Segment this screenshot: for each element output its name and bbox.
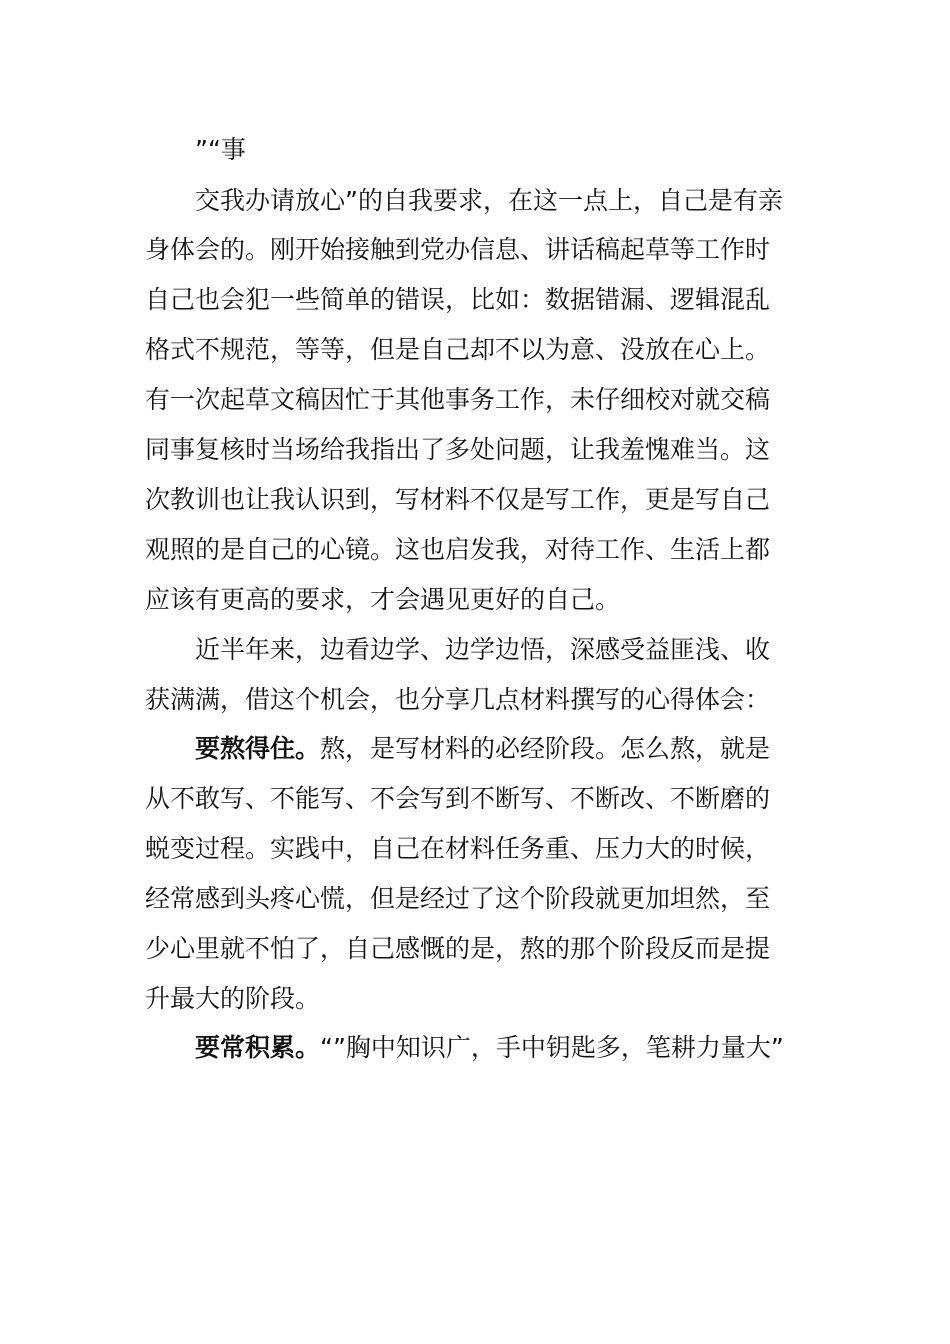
paragraph-line: 少心里就不怕了，自己感慨的是，熬的那个阶段反而是提 <box>145 934 771 963</box>
section-line-accumulate <box>195 1028 784 1068</box>
paragraph-text: “”胸中知识广，手中钥匙多，笔耕力量大” <box>320 1033 784 1062</box>
paragraph-line: 经常感到头疼心慌，但是经过了这个阶段就更加坦然，至 <box>145 884 771 913</box>
paragraph-line: 自己也会犯一些简单的错误，比如：数据错漏、逻辑混乱 <box>145 285 771 314</box>
section-line-endure <box>195 729 770 769</box>
paragraph-text: 熬，是写材料的必经阶段。怎么熬，就是 <box>320 734 771 763</box>
section-heading-accumulate: 要常积累。 <box>195 1033 321 1062</box>
paragraph-line: 同事复核时当场给我指出了多处问题，让我羞愧难当。这 <box>145 435 771 464</box>
paragraph-line: 交我办请放心”的自我要求，在这一点上，自己是有亲 <box>195 186 783 215</box>
paragraph-line: 应该有更高的要求，才会遇见更好的自己。 <box>145 585 621 614</box>
paragraph-line: 次教训也让我认识到，写材料不仅是写工作，更是写自己 <box>145 485 771 514</box>
paragraph-line: 从不敢写、不能写、不会写到不断写、不断改、不断磨的 <box>145 784 771 813</box>
paragraph-line: ”“事 <box>195 135 246 164</box>
paragraph-line: 格式不规范，等等，但是自己却不以为意、没放在心上。 <box>145 335 771 364</box>
section-heading-endure: 要熬得住。 <box>195 734 321 763</box>
paragraph-line: 身体会的。刚开始接触到党办信息、讲话稿起草等工作时 <box>145 235 771 264</box>
paragraph-line: 升最大的阶段。 <box>145 984 321 1013</box>
paragraph-line: 近半年来，边看边学、边学边悟，深感受益匪浅、收 <box>195 635 771 664</box>
paragraph-line: 观照的是自己的心镜。这也启发我，对待工作、生活上都 <box>145 535 771 564</box>
paragraph-line: 获满满，借这个机会，也分享几点材料撰写的心得体会： <box>145 685 771 714</box>
paragraph-line: 蜕变过程。实践中，自己在材料任务重、压力大的时候， <box>145 834 771 863</box>
paragraph-line: 有一次起草文稿因忙于其他事务工作，未仔细校对就交稿 <box>145 385 771 414</box>
